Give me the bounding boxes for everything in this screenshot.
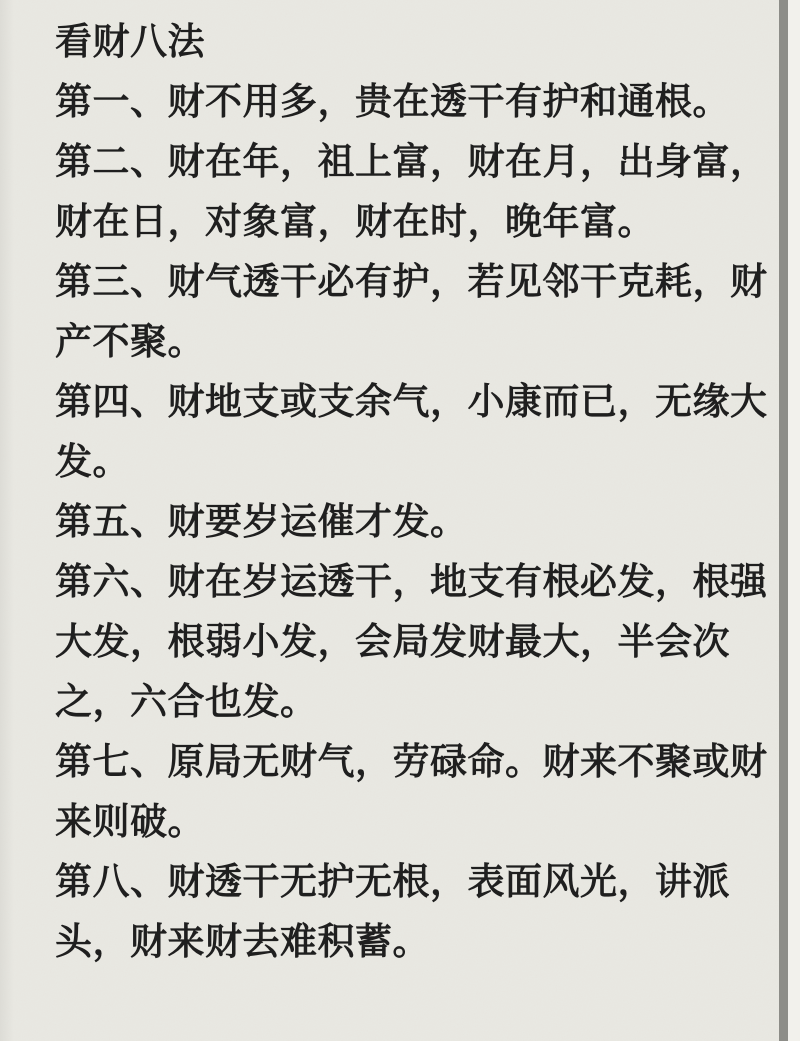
text-line-7: 发。 xyxy=(55,441,130,482)
text-line-15: 头，财来财去难积蓄。 xyxy=(55,921,430,962)
text-line-9: 第六、财在岁运透干，地支有根必发，根强 xyxy=(55,561,768,602)
text-block xyxy=(55,12,770,972)
page-title: 看财八法 xyxy=(55,21,205,62)
text-line-10: 大发，根弱小发，会局发财最大，半会次 xyxy=(55,621,730,662)
text-line-11: 之，六合也发。 xyxy=(55,681,318,722)
text-line-1: 第一、财不用多，贵在透干有护和通根。 xyxy=(55,81,730,122)
text-line-14: 第八、财透干无护无根，表面风光，讲派 xyxy=(55,861,730,902)
text-line-3: 财在日，对象富，财在时，晚年富。 xyxy=(55,201,655,242)
page-edge-margin xyxy=(788,0,800,1041)
text-line-5: 产不聚。 xyxy=(55,321,205,362)
page-edge-strip xyxy=(779,0,788,1041)
text-line-2: 第二、财在年，祖上富，财在月，出身富， xyxy=(55,141,768,182)
text-line-8: 第五、财要岁运催才发。 xyxy=(55,501,468,542)
text-line-13: 来则破。 xyxy=(55,801,205,842)
text-line-6: 第四、财地支或支余气，小康而已，无缘大 xyxy=(55,381,768,422)
left-edge-shade xyxy=(0,0,14,1041)
text-line-12: 第七、原局无财气，劳碌命。财来不聚或财 xyxy=(55,741,768,782)
text-line-4: 第三、财气透干必有护，若见邻干克耗，财 xyxy=(55,261,768,302)
